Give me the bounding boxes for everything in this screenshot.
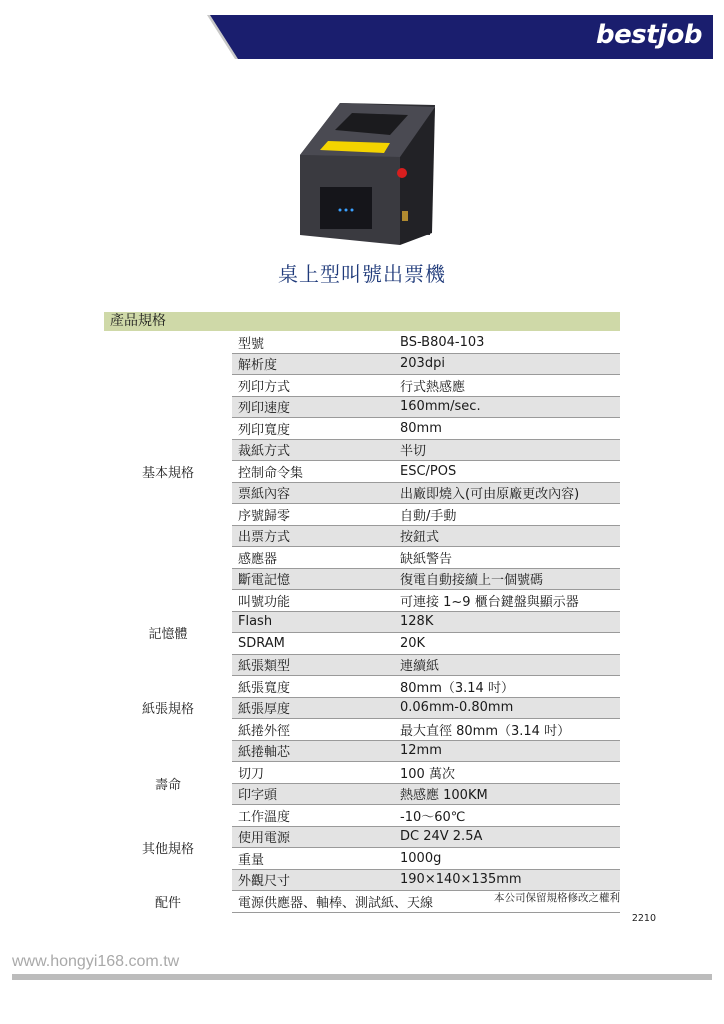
brand-logo: bestjob	[595, 20, 702, 50]
spec-value: 最大直徑 80mm（3.14 吋）	[394, 719, 620, 741]
spec-value: -10～60℃	[394, 805, 620, 827]
footer-divider	[12, 974, 712, 980]
spec-value: 自動/手動	[394, 504, 620, 526]
spec-key: 紙捲外徑	[232, 719, 394, 741]
spec-key: 感應器	[232, 547, 394, 569]
spec-key: 控制命令集	[232, 461, 394, 483]
spec-key: 外觀尺寸	[232, 869, 394, 891]
spec-value: ESC/POS	[394, 461, 620, 483]
product-title: 桌上型叫號出票機	[278, 262, 446, 286]
spec-key: 印字頭	[232, 783, 394, 805]
spec-key: 出票方式	[232, 525, 394, 547]
website-url: www.hongyi168.com.tw	[12, 953, 180, 970]
spec-value: 1000g	[394, 848, 620, 870]
spec-key: 裁紙方式	[232, 439, 394, 461]
spec-row	[104, 332, 620, 353]
spec-key: 切刀	[232, 762, 394, 784]
spec-key: 工作溫度	[232, 805, 394, 827]
spec-value: 20K	[394, 633, 620, 655]
spec-value: 80mm（3.14 吋）	[394, 676, 620, 698]
spec-row	[104, 762, 620, 784]
spec-value: BS-B804-103	[394, 332, 620, 353]
spec-row	[104, 805, 620, 827]
spec-value: 行式熱感應	[394, 375, 620, 397]
spec-value: 80mm	[394, 418, 620, 440]
spec-group-name: 紙張規格	[104, 654, 232, 762]
spec-group-name: 壽命	[104, 762, 232, 805]
spec-key: 紙捲軸芯	[232, 740, 394, 762]
spec-value: 0.06mm-0.80mm	[394, 697, 620, 719]
spec-key: 列印寬度	[232, 418, 394, 440]
doc-code: 2210	[631, 913, 656, 924]
spec-key: 斷電記憶	[232, 568, 394, 590]
spec-key: 序號歸零	[232, 504, 394, 526]
spec-value: 復電自動接續上一個號碼	[394, 568, 620, 590]
spec-key: 解析度	[232, 353, 394, 375]
spec-group-name: 記憶體	[104, 611, 232, 654]
rights-notice: 本公司保留規格修改之權利	[494, 892, 620, 904]
spec-group-name: 其他規格	[104, 805, 232, 891]
spec-value: 缺紙警告	[394, 547, 620, 569]
spec-value: 160mm/sec.	[394, 396, 620, 418]
spec-key: 列印方式	[232, 375, 394, 397]
accessories-label: 配件	[104, 891, 232, 913]
spec-key: 使用電源	[232, 826, 394, 848]
spec-row	[104, 654, 620, 676]
spec-section-title: 產品規格	[104, 312, 620, 331]
spec-value: 半切	[394, 439, 620, 461]
spec-key: 叫號功能	[232, 590, 394, 612]
printer-image	[290, 95, 440, 250]
spec-value: 203dpi	[394, 353, 620, 375]
spec-key: 票紙內容	[232, 482, 394, 504]
spec-row	[104, 611, 620, 633]
spec-key: Flash	[232, 611, 394, 633]
spec-group-name: 基本規格	[104, 332, 232, 611]
spec-value: 12mm	[394, 740, 620, 762]
spec-value: 熱感應 100KM	[394, 783, 620, 805]
spec-value: 可連接 1~9 櫃台鍵盤與顯示器	[394, 590, 620, 612]
spec-key: 列印速度	[232, 396, 394, 418]
spec-table	[104, 332, 620, 913]
spec-value: 100 萬次	[394, 762, 620, 784]
spec-value: 連續紙	[394, 654, 620, 676]
spec-key: 紙張寬度	[232, 676, 394, 698]
spec-key: 紙張厚度	[232, 697, 394, 719]
spec-value: DC 24V 2.5A	[394, 826, 620, 848]
spec-value: 按鈕式	[394, 525, 620, 547]
spec-value: 128K	[394, 611, 620, 633]
accessories-value: 電源供應器、軸棒、測試紙、天線	[232, 891, 620, 913]
spec-value: 190×140×135mm	[394, 869, 620, 891]
spec-key: 紙張類型	[232, 654, 394, 676]
spec-value: 出廠即燒入(可由原廠更改內容)	[394, 482, 620, 504]
spec-key: SDRAM	[232, 633, 394, 655]
spec-key: 型號	[232, 332, 394, 353]
spec-key: 重量	[232, 848, 394, 870]
